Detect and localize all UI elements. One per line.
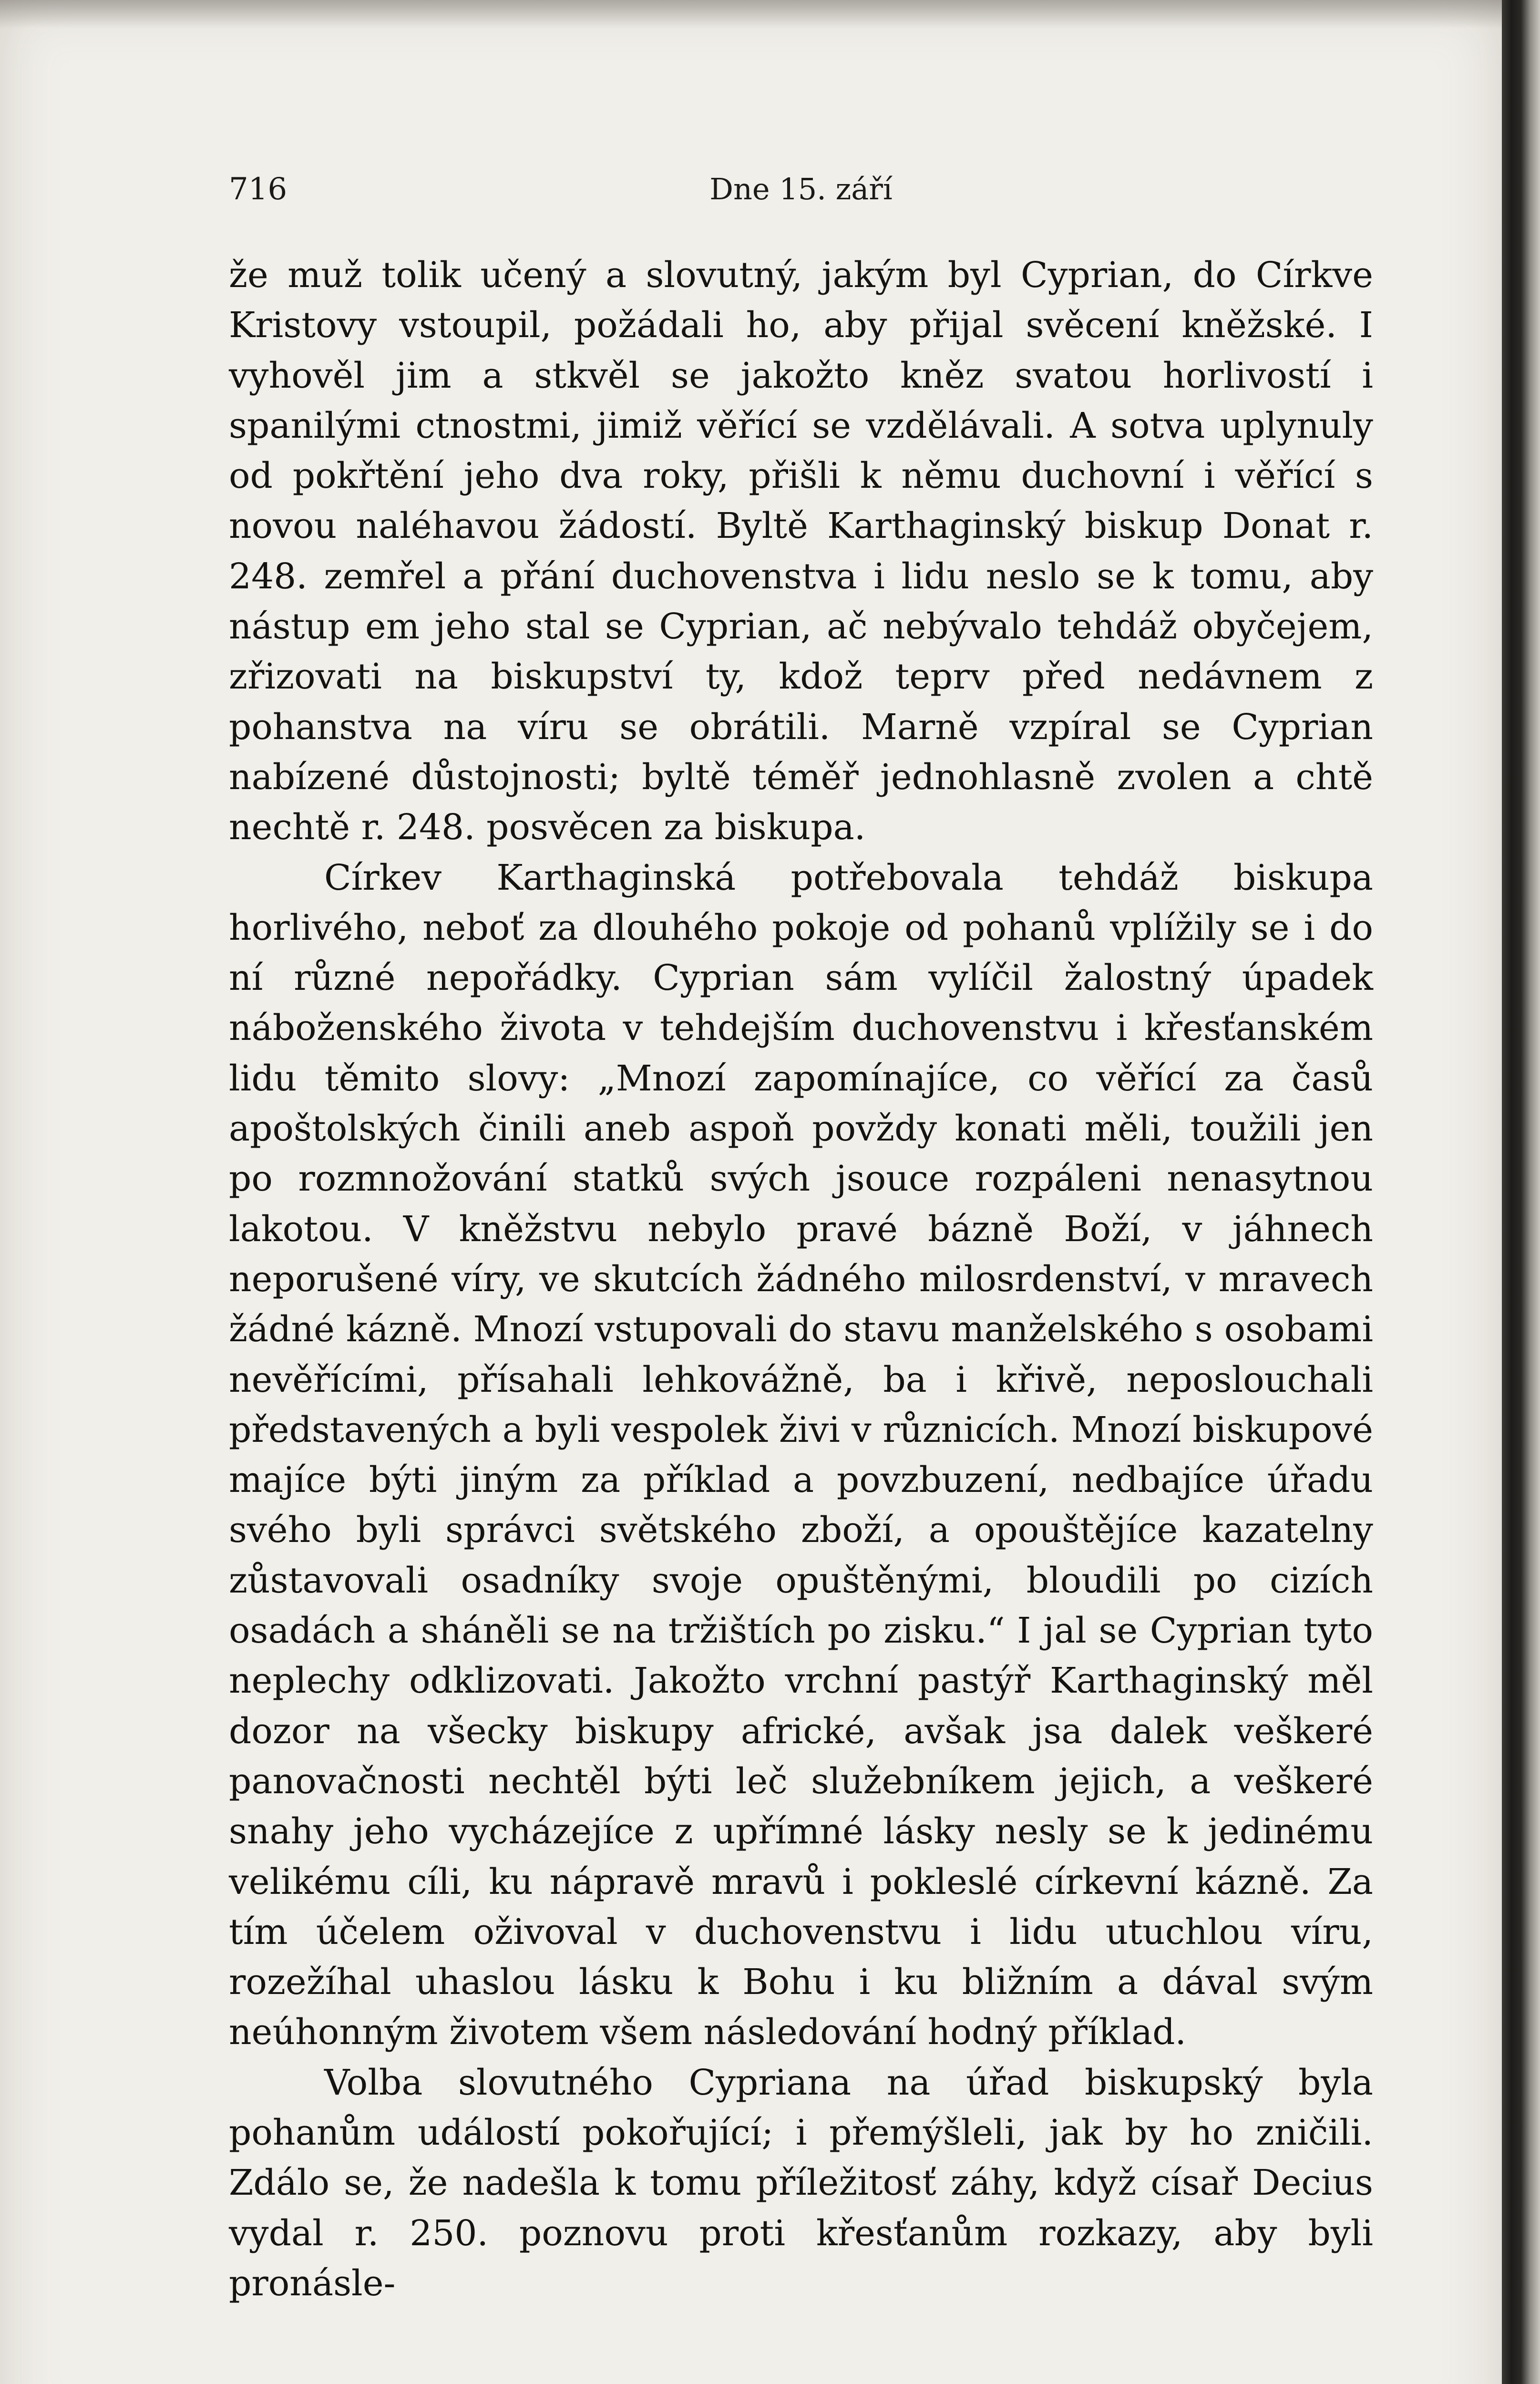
paragraph-1: že muž tolik učený a slovutný, jakým byl Cyprian, do Církve Kristovy vstoupil, požádali ho, aby přijal svěcení kněžské. I vyhověl jim a stkvěl se jakožto kněz svatou horlivostí i spanilými ctnostmi, jimiž věřící se vzdělávali. A sotva uplynuly od pokřtění jeho dva roky, přišli k němu duchovní i věřící s novou naléhavou žádostí. Byltě Karthaginský biskup Donat r. 248. zemřel a přání duchovenstva i lidu neslo se k tomu, aby nástup em jeho stal se Cyprian, ač nebývalo tehdáž obyčejem, zřizovati na biskupství ty, kdož teprv před nedávnem z pohanstva na víru se obrátili. Marně vzpíral se Cyprian nabízené důstojnosti; byltě téměř jednohlasně zvolen a chtě nechtě r. 248. posvěcen za biskupa. <box>229 255 1373 848</box>
page-number: 716 <box>229 172 287 207</box>
page-header <box>229 172 1373 219</box>
page-binding-edge <box>1502 0 1540 2384</box>
body-text <box>229 250 1373 2309</box>
running-title: Dne 15. září <box>709 172 893 206</box>
paragraph-3: Volba slovutného Cypriana na úřad biskupský byla pohanům událostí pokořující; i přemýšleli, jak by ho zničili. Zdálo se, že nadešla k tomu příležitosť záhy, když císař Decius vydal r. 250. poznovu proti křesťanům rozkazy, aby byli pronásle- <box>229 2062 1373 2304</box>
paragraph-2: Církev Karthaginská potřebovala tehdáž biskupa horlivého, neboť za dlouhého pokoje od pohanů vplížily se i do ní různé nepořádky. Cyprian sám vylíčil žalostný úpadek náboženského života v tehdejším duchovenstvu i křesťanském lidu těmito slovy: „Mnozí zapomínajíce, co věřící za časů apoštolských činili aneb aspoň povždy konati měli, toužili jen po rozmnožování statků svých jsouce rozpáleni nenasytnou lakotou. V kněžstvu nebylo pravé bázně Boží, v jáhnech neporušené víry, ve skutcích žádného milosrdenství, v mravech žádné kázně. Mnozí vstupovali do stavu manželského s osobami nevěřícími, přísahali lehkovážně, ba i křivě, neposlouchali představených a byli vespolek živi v různicích. Mnozí biskupové majíce býti jiným za příklad a povzbuzení, nedbajíce úřadu svého byli správci světského zboží, a opouštějíce kazatelny zůstavovali osadníky svoje opuštěnými, bloudili po cizích osadách a sháněli se na tržištích po zisku.“ I jal se Cyprian tyto neplechy odklizovati. Jakožto vrchní pastýř Karthaginský měl dozor na všecky biskupy africké, avšak jsa dalek veškeré panovačnosti nechtěl býti leč služebníkem jejich, a veškeré snahy jeho vycházejíce z upřímné lásky nesly se k jedinému velikému cíli, ku nápravě mravů i pokleslé církevní kázně. Za tím účelem oživoval v duchovenstvu i lidu utuchlou víru, rozežíhal uhaslou lásku k Bohu i ku bližním a dával svým neúhonným životem všem následování hodný příklad. <box>229 857 1373 2053</box>
page-top-shadow <box>0 0 1502 29</box>
